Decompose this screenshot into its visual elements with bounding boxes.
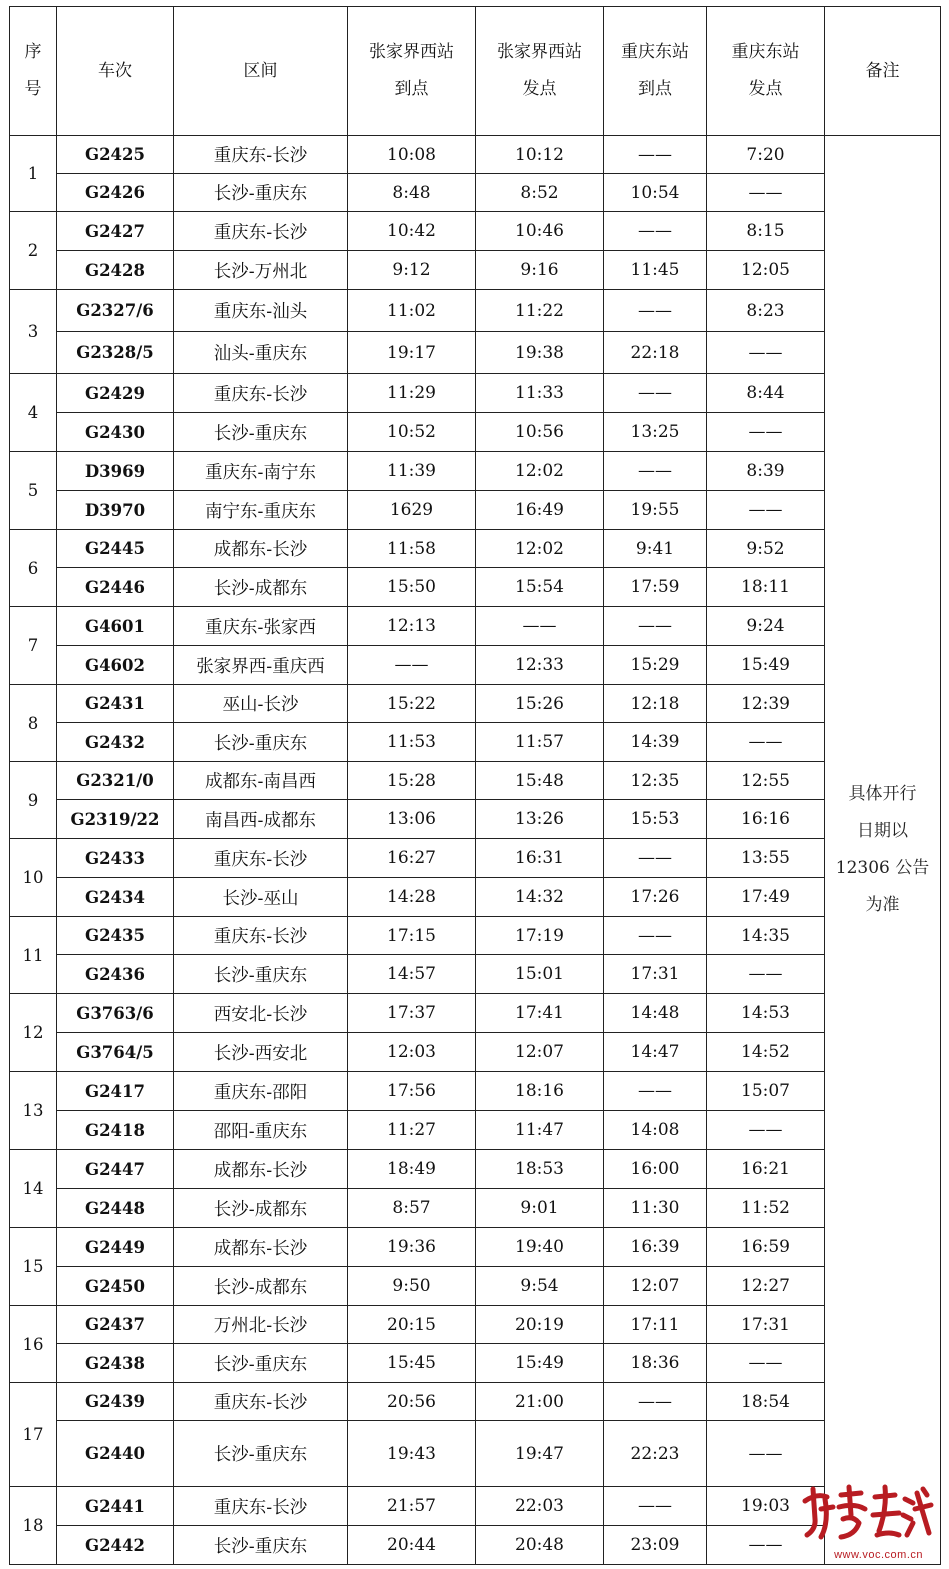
time-zjx-arr: 10:42 bbox=[348, 212, 476, 251]
train-number: G2447 bbox=[57, 1150, 174, 1189]
note-cell bbox=[825, 136, 941, 1565]
train-number: G2431 bbox=[57, 685, 174, 723]
time-cqd-arr: —— bbox=[604, 1072, 707, 1111]
time-cqd-arr: —— bbox=[604, 374, 707, 413]
header-zjx-departure: 张家界西站 发点 bbox=[476, 7, 604, 136]
train-number: G2418 bbox=[57, 1111, 174, 1150]
train-number: G4601 bbox=[57, 607, 174, 646]
time-zjx-arr: 12:03 bbox=[348, 1033, 476, 1072]
watermark-logo bbox=[799, 1479, 935, 1543]
time-zjx-arr: 17:37 bbox=[348, 994, 476, 1033]
row-index: 15 bbox=[10, 1228, 57, 1306]
time-cqd-dep: 16:59 bbox=[707, 1228, 825, 1267]
time-zjx-arr: 15:28 bbox=[348, 762, 476, 800]
time-zjx-dep: 10:12 bbox=[476, 136, 604, 174]
time-zjx-arr: 15:50 bbox=[348, 568, 476, 607]
train-number: G2319/22 bbox=[57, 800, 174, 839]
route-cell: 重庆东-长沙 bbox=[174, 374, 348, 413]
time-cqd-arr: 14:47 bbox=[604, 1033, 707, 1072]
table-row bbox=[10, 1228, 941, 1267]
time-cqd-arr: 23:09 bbox=[604, 1526, 707, 1565]
time-zjx-arr: 21:57 bbox=[348, 1487, 476, 1526]
header-cqd-departure: 重庆东站 发点 bbox=[707, 7, 825, 136]
route-cell: 汕头-重庆东 bbox=[174, 332, 348, 374]
time-zjx-arr: 20:15 bbox=[348, 1306, 476, 1344]
timetable bbox=[9, 6, 941, 1565]
route-cell: 长沙-重庆东 bbox=[174, 174, 348, 212]
route-cell: 西安北-长沙 bbox=[174, 994, 348, 1033]
time-zjx-dep: 13:26 bbox=[476, 800, 604, 839]
time-zjx-dep: 12:33 bbox=[476, 646, 604, 685]
route-cell: 重庆东-长沙 bbox=[174, 1487, 348, 1526]
time-zjx-arr: 15:45 bbox=[348, 1344, 476, 1383]
route-cell: 南昌西-成都东 bbox=[174, 800, 348, 839]
train-number: G2417 bbox=[57, 1072, 174, 1111]
header-route: 区间 bbox=[174, 7, 348, 136]
train-number: G2449 bbox=[57, 1228, 174, 1267]
time-cqd-dep: 15:07 bbox=[707, 1072, 825, 1111]
train-number: D3969 bbox=[57, 452, 174, 491]
note-line: 12306 公告 bbox=[835, 858, 930, 878]
train-number: G3764/5 bbox=[57, 1033, 174, 1072]
train-number: G2435 bbox=[57, 917, 174, 955]
time-zjx-dep: 8:52 bbox=[476, 174, 604, 212]
time-cqd-dep: 9:24 bbox=[707, 607, 825, 646]
train-number: G2448 bbox=[57, 1189, 174, 1228]
time-zjx-dep: 11:47 bbox=[476, 1111, 604, 1150]
train-number: G2430 bbox=[57, 413, 174, 452]
time-cqd-dep: 7:20 bbox=[707, 136, 825, 174]
time-zjx-dep: 15:26 bbox=[476, 685, 604, 723]
time-zjx-arr: 19:43 bbox=[348, 1421, 476, 1487]
table-row bbox=[10, 685, 941, 723]
table-row bbox=[10, 839, 941, 878]
header-cqd-arrival: 重庆东站 到点 bbox=[604, 7, 707, 136]
time-cqd-dep: —— bbox=[707, 413, 825, 452]
table-row bbox=[10, 1150, 941, 1189]
time-zjx-arr: 8:48 bbox=[348, 174, 476, 212]
time-cqd-dep: —— bbox=[707, 1421, 825, 1487]
route-cell: 长沙-西安北 bbox=[174, 1033, 348, 1072]
table-row bbox=[10, 1306, 941, 1344]
time-zjx-arr: 11:02 bbox=[348, 290, 476, 332]
time-cqd-dep: 12:39 bbox=[707, 685, 825, 723]
time-cqd-arr: —— bbox=[604, 917, 707, 955]
row-index: 13 bbox=[10, 1072, 57, 1150]
table-row bbox=[10, 955, 941, 994]
time-cqd-arr: —— bbox=[604, 136, 707, 174]
time-cqd-dep: 11:52 bbox=[707, 1189, 825, 1228]
header-index: 序 号 bbox=[10, 7, 57, 136]
time-zjx-arr: 11:29 bbox=[348, 374, 476, 413]
time-cqd-dep: 17:31 bbox=[707, 1306, 825, 1344]
table-row bbox=[10, 646, 941, 685]
table-row bbox=[10, 212, 941, 251]
time-zjx-arr: 19:36 bbox=[348, 1228, 476, 1267]
route-cell: 重庆东-长沙 bbox=[174, 1383, 348, 1421]
time-zjx-dep: 16:49 bbox=[476, 491, 604, 530]
time-cqd-dep: 19:03 bbox=[707, 1487, 825, 1526]
time-cqd-dep: 13:55 bbox=[707, 839, 825, 878]
time-cqd-arr: 12:07 bbox=[604, 1267, 707, 1306]
table-row bbox=[10, 762, 941, 800]
time-zjx-dep: 16:31 bbox=[476, 839, 604, 878]
time-zjx-dep: 12:02 bbox=[476, 530, 604, 568]
time-cqd-arr: 11:45 bbox=[604, 251, 707, 290]
header-note: 备注 bbox=[825, 7, 941, 136]
table-row bbox=[10, 1189, 941, 1228]
time-cqd-dep: 14:52 bbox=[707, 1033, 825, 1072]
route-cell: 重庆东-邵阳 bbox=[174, 1072, 348, 1111]
time-zjx-arr: 20:44 bbox=[348, 1526, 476, 1565]
time-zjx-dep: 21:00 bbox=[476, 1383, 604, 1421]
table-row bbox=[10, 1072, 941, 1111]
time-zjx-dep: 10:46 bbox=[476, 212, 604, 251]
table-row bbox=[10, 530, 941, 568]
train-number: G2446 bbox=[57, 568, 174, 607]
time-cqd-arr: 22:23 bbox=[604, 1421, 707, 1487]
route-cell: 重庆东-张家西 bbox=[174, 607, 348, 646]
time-cqd-arr: 16:00 bbox=[604, 1150, 707, 1189]
route-cell: 成都东-长沙 bbox=[174, 1228, 348, 1267]
row-index: 17 bbox=[10, 1383, 57, 1487]
time-zjx-dep: 20:48 bbox=[476, 1526, 604, 1565]
train-number: G2433 bbox=[57, 839, 174, 878]
time-cqd-arr: 17:26 bbox=[604, 878, 707, 917]
table-row bbox=[10, 917, 941, 955]
time-cqd-arr: —— bbox=[604, 1487, 707, 1526]
note-line: 日期以 bbox=[857, 821, 908, 841]
train-number: D3970 bbox=[57, 491, 174, 530]
time-cqd-arr: 15:53 bbox=[604, 800, 707, 839]
time-zjx-arr: 11:53 bbox=[348, 723, 476, 762]
row-index: 11 bbox=[10, 917, 57, 994]
table-row bbox=[10, 1267, 941, 1306]
time-zjx-dep: 20:19 bbox=[476, 1306, 604, 1344]
time-zjx-arr: 18:49 bbox=[348, 1150, 476, 1189]
time-cqd-arr: —— bbox=[604, 607, 707, 646]
time-cqd-dep: 8:15 bbox=[707, 212, 825, 251]
route-cell: 邵阳-重庆东 bbox=[174, 1111, 348, 1150]
time-zjx-dep: 12:07 bbox=[476, 1033, 604, 1072]
time-zjx-dep: 11:22 bbox=[476, 290, 604, 332]
time-cqd-arr: 12:18 bbox=[604, 685, 707, 723]
route-cell: 成都东-南昌西 bbox=[174, 762, 348, 800]
row-index: 12 bbox=[10, 994, 57, 1072]
time-cqd-arr: 22:18 bbox=[604, 332, 707, 374]
time-cqd-dep: —— bbox=[707, 174, 825, 212]
row-index: 14 bbox=[10, 1150, 57, 1228]
time-zjx-arr: 20:56 bbox=[348, 1383, 476, 1421]
time-zjx-dep: 12:02 bbox=[476, 452, 604, 491]
time-zjx-dep: 15:49 bbox=[476, 1344, 604, 1383]
time-zjx-dep: 17:19 bbox=[476, 917, 604, 955]
train-number: G2434 bbox=[57, 878, 174, 917]
route-cell: 长沙-重庆东 bbox=[174, 413, 348, 452]
time-cqd-arr: 15:29 bbox=[604, 646, 707, 685]
time-cqd-dep: 18:54 bbox=[707, 1383, 825, 1421]
time-cqd-arr: 12:35 bbox=[604, 762, 707, 800]
route-cell: 重庆东-长沙 bbox=[174, 212, 348, 251]
time-zjx-dep: 22:03 bbox=[476, 1487, 604, 1526]
route-cell: 重庆东-长沙 bbox=[174, 839, 348, 878]
route-cell: 长沙-重庆东 bbox=[174, 1526, 348, 1565]
time-zjx-dep: 11:33 bbox=[476, 374, 604, 413]
time-zjx-dep: —— bbox=[476, 607, 604, 646]
time-zjx-dep: 14:32 bbox=[476, 878, 604, 917]
time-cqd-arr: —— bbox=[604, 1383, 707, 1421]
time-zjx-arr: 11:58 bbox=[348, 530, 476, 568]
time-cqd-dep: 8:23 bbox=[707, 290, 825, 332]
row-index: 9 bbox=[10, 762, 57, 839]
note-line: 为准 bbox=[865, 895, 900, 915]
row-index: 16 bbox=[10, 1306, 57, 1383]
header-row bbox=[10, 7, 941, 136]
time-zjx-dep: 10:56 bbox=[476, 413, 604, 452]
time-cqd-dep: —— bbox=[707, 1111, 825, 1150]
table-row bbox=[10, 136, 941, 174]
table-row bbox=[10, 994, 941, 1033]
time-cqd-dep: 16:16 bbox=[707, 800, 825, 839]
time-zjx-dep: 15:01 bbox=[476, 955, 604, 994]
time-cqd-arr: —— bbox=[604, 290, 707, 332]
time-zjx-dep: 17:41 bbox=[476, 994, 604, 1033]
time-cqd-arr: 17:31 bbox=[604, 955, 707, 994]
train-number: G2445 bbox=[57, 530, 174, 568]
time-cqd-arr: —— bbox=[604, 212, 707, 251]
time-zjx-dep: 11:57 bbox=[476, 723, 604, 762]
time-cqd-dep: 15:49 bbox=[707, 646, 825, 685]
time-cqd-arr: 14:39 bbox=[604, 723, 707, 762]
route-cell: 巫山-长沙 bbox=[174, 685, 348, 723]
row-index: 6 bbox=[10, 530, 57, 607]
row-index: 1 bbox=[10, 136, 57, 212]
route-cell: 重庆东-长沙 bbox=[174, 136, 348, 174]
train-number: G2442 bbox=[57, 1526, 174, 1565]
route-cell: 长沙-成都东 bbox=[174, 568, 348, 607]
table-row bbox=[10, 374, 941, 413]
route-cell: 长沙-重庆东 bbox=[174, 1421, 348, 1487]
train-number: G2436 bbox=[57, 955, 174, 994]
time-zjx-arr: 14:28 bbox=[348, 878, 476, 917]
route-cell: 长沙-巫山 bbox=[174, 878, 348, 917]
watermark-url: www.voc.com.cn bbox=[834, 1549, 923, 1561]
row-index: 5 bbox=[10, 452, 57, 530]
time-zjx-arr: 9:12 bbox=[348, 251, 476, 290]
table-row bbox=[10, 1383, 941, 1421]
route-cell: 重庆东-汕头 bbox=[174, 290, 348, 332]
route-cell: 南宁东-重庆东 bbox=[174, 491, 348, 530]
time-cqd-arr: 13:25 bbox=[604, 413, 707, 452]
route-cell: 长沙-重庆东 bbox=[174, 955, 348, 994]
time-zjx-dep: 18:53 bbox=[476, 1150, 604, 1189]
route-cell: 长沙-重庆东 bbox=[174, 723, 348, 762]
time-zjx-arr: 14:57 bbox=[348, 955, 476, 994]
time-cqd-arr: 11:30 bbox=[604, 1189, 707, 1228]
time-cqd-dep: 8:39 bbox=[707, 452, 825, 491]
time-zjx-arr: 17:56 bbox=[348, 1072, 476, 1111]
header-zjx-arrival: 张家界西站 到点 bbox=[348, 7, 476, 136]
route-cell: 成都东-长沙 bbox=[174, 1150, 348, 1189]
route-cell: 重庆东-长沙 bbox=[174, 917, 348, 955]
row-index: 8 bbox=[10, 685, 57, 762]
time-zjx-dep: 9:54 bbox=[476, 1267, 604, 1306]
route-cell: 成都东-长沙 bbox=[174, 530, 348, 568]
table-row bbox=[10, 607, 941, 646]
time-cqd-dep: 18:11 bbox=[707, 568, 825, 607]
time-zjx-dep: 9:01 bbox=[476, 1189, 604, 1228]
time-zjx-arr: 8:57 bbox=[348, 1189, 476, 1228]
time-zjx-dep: 15:48 bbox=[476, 762, 604, 800]
time-cqd-dep: —— bbox=[707, 1344, 825, 1383]
route-cell: 长沙-成都东 bbox=[174, 1189, 348, 1228]
time-cqd-dep: 17:49 bbox=[707, 878, 825, 917]
train-number: G2427 bbox=[57, 212, 174, 251]
train-number: G2429 bbox=[57, 374, 174, 413]
time-cqd-arr: 17:11 bbox=[604, 1306, 707, 1344]
time-cqd-dep: —— bbox=[707, 723, 825, 762]
time-zjx-arr: 13:06 bbox=[348, 800, 476, 839]
train-number: G4602 bbox=[57, 646, 174, 685]
table-row bbox=[10, 332, 941, 374]
row-index: 7 bbox=[10, 607, 57, 685]
time-cqd-dep: —— bbox=[707, 491, 825, 530]
time-cqd-arr: 18:36 bbox=[604, 1344, 707, 1383]
time-zjx-arr: 17:15 bbox=[348, 917, 476, 955]
note-line: 具体开行 bbox=[848, 784, 917, 804]
time-zjx-dep: 19:38 bbox=[476, 332, 604, 374]
row-index: 10 bbox=[10, 839, 57, 917]
time-cqd-arr: 10:54 bbox=[604, 174, 707, 212]
table-row bbox=[10, 723, 941, 762]
time-zjx-dep: 19:47 bbox=[476, 1421, 604, 1487]
route-cell: 长沙-万州北 bbox=[174, 251, 348, 290]
time-cqd-dep: 8:44 bbox=[707, 374, 825, 413]
time-cqd-dep: 16:21 bbox=[707, 1150, 825, 1189]
train-number: G2441 bbox=[57, 1487, 174, 1526]
time-cqd-dep: 12:27 bbox=[707, 1267, 825, 1306]
time-cqd-arr: —— bbox=[604, 839, 707, 878]
train-number: G2432 bbox=[57, 723, 174, 762]
table-row bbox=[10, 491, 941, 530]
train-number: G2440 bbox=[57, 1421, 174, 1487]
table-row bbox=[10, 878, 941, 917]
time-zjx-arr: 15:22 bbox=[348, 685, 476, 723]
table-row bbox=[10, 174, 941, 212]
time-cqd-arr: 14:48 bbox=[604, 994, 707, 1033]
time-cqd-arr: 17:59 bbox=[604, 568, 707, 607]
route-cell: 长沙-重庆东 bbox=[174, 1344, 348, 1383]
train-number: G2438 bbox=[57, 1344, 174, 1383]
time-zjx-dep: 19:40 bbox=[476, 1228, 604, 1267]
time-cqd-dep: —— bbox=[707, 332, 825, 374]
train-number: G3763/6 bbox=[57, 994, 174, 1033]
row-index: 3 bbox=[10, 290, 57, 374]
table-row bbox=[10, 290, 941, 332]
time-zjx-dep: 9:16 bbox=[476, 251, 604, 290]
table-row bbox=[10, 568, 941, 607]
time-cqd-dep: 14:53 bbox=[707, 994, 825, 1033]
route-cell: 张家界西-重庆西 bbox=[174, 646, 348, 685]
table-row bbox=[10, 1344, 941, 1383]
time-cqd-arr: —— bbox=[604, 452, 707, 491]
time-zjx-dep: 15:54 bbox=[476, 568, 604, 607]
time-cqd-arr: 9:41 bbox=[604, 530, 707, 568]
time-zjx-arr: 11:39 bbox=[348, 452, 476, 491]
time-zjx-arr: 10:52 bbox=[348, 413, 476, 452]
time-zjx-arr: 11:27 bbox=[348, 1111, 476, 1150]
row-index: 18 bbox=[10, 1487, 57, 1565]
table-row bbox=[10, 1421, 941, 1487]
train-number: G2426 bbox=[57, 174, 174, 212]
table-row bbox=[10, 1033, 941, 1072]
time-zjx-arr: 1629 bbox=[348, 491, 476, 530]
train-number: G2439 bbox=[57, 1383, 174, 1421]
train-number: G2450 bbox=[57, 1267, 174, 1306]
time-cqd-arr: 19:55 bbox=[604, 491, 707, 530]
train-number: G2428 bbox=[57, 251, 174, 290]
table-row bbox=[10, 1111, 941, 1150]
time-cqd-dep: —— bbox=[707, 955, 825, 994]
time-zjx-arr: 16:27 bbox=[348, 839, 476, 878]
row-index: 2 bbox=[10, 212, 57, 290]
route-cell: 长沙-成都东 bbox=[174, 1267, 348, 1306]
time-cqd-arr: 16:39 bbox=[604, 1228, 707, 1267]
train-number: G2321/0 bbox=[57, 762, 174, 800]
time-zjx-arr: 10:08 bbox=[348, 136, 476, 174]
time-cqd-dep: 9:52 bbox=[707, 530, 825, 568]
time-zjx-arr: —— bbox=[348, 646, 476, 685]
timetable-body bbox=[10, 136, 941, 1565]
time-cqd-arr: 14:08 bbox=[604, 1111, 707, 1150]
time-cqd-dep: —— bbox=[707, 1526, 825, 1565]
time-cqd-dep: 12:55 bbox=[707, 762, 825, 800]
train-number: G2425 bbox=[57, 136, 174, 174]
route-cell: 重庆东-南宁东 bbox=[174, 452, 348, 491]
time-zjx-dep: 18:16 bbox=[476, 1072, 604, 1111]
time-zjx-arr: 9:50 bbox=[348, 1267, 476, 1306]
time-cqd-dep: 12:05 bbox=[707, 251, 825, 290]
time-zjx-arr: 12:13 bbox=[348, 607, 476, 646]
time-zjx-arr: 19:17 bbox=[348, 332, 476, 374]
route-cell: 万州北-长沙 bbox=[174, 1306, 348, 1344]
train-number: G2327/6 bbox=[57, 290, 174, 332]
row-index: 4 bbox=[10, 374, 57, 452]
table-row bbox=[10, 452, 941, 491]
time-cqd-dep: 14:35 bbox=[707, 917, 825, 955]
table-row bbox=[10, 413, 941, 452]
train-number: G2328/5 bbox=[57, 332, 174, 374]
train-number: G2437 bbox=[57, 1306, 174, 1344]
table-row bbox=[10, 251, 941, 290]
header-train: 车次 bbox=[57, 7, 174, 136]
table-row bbox=[10, 800, 941, 839]
